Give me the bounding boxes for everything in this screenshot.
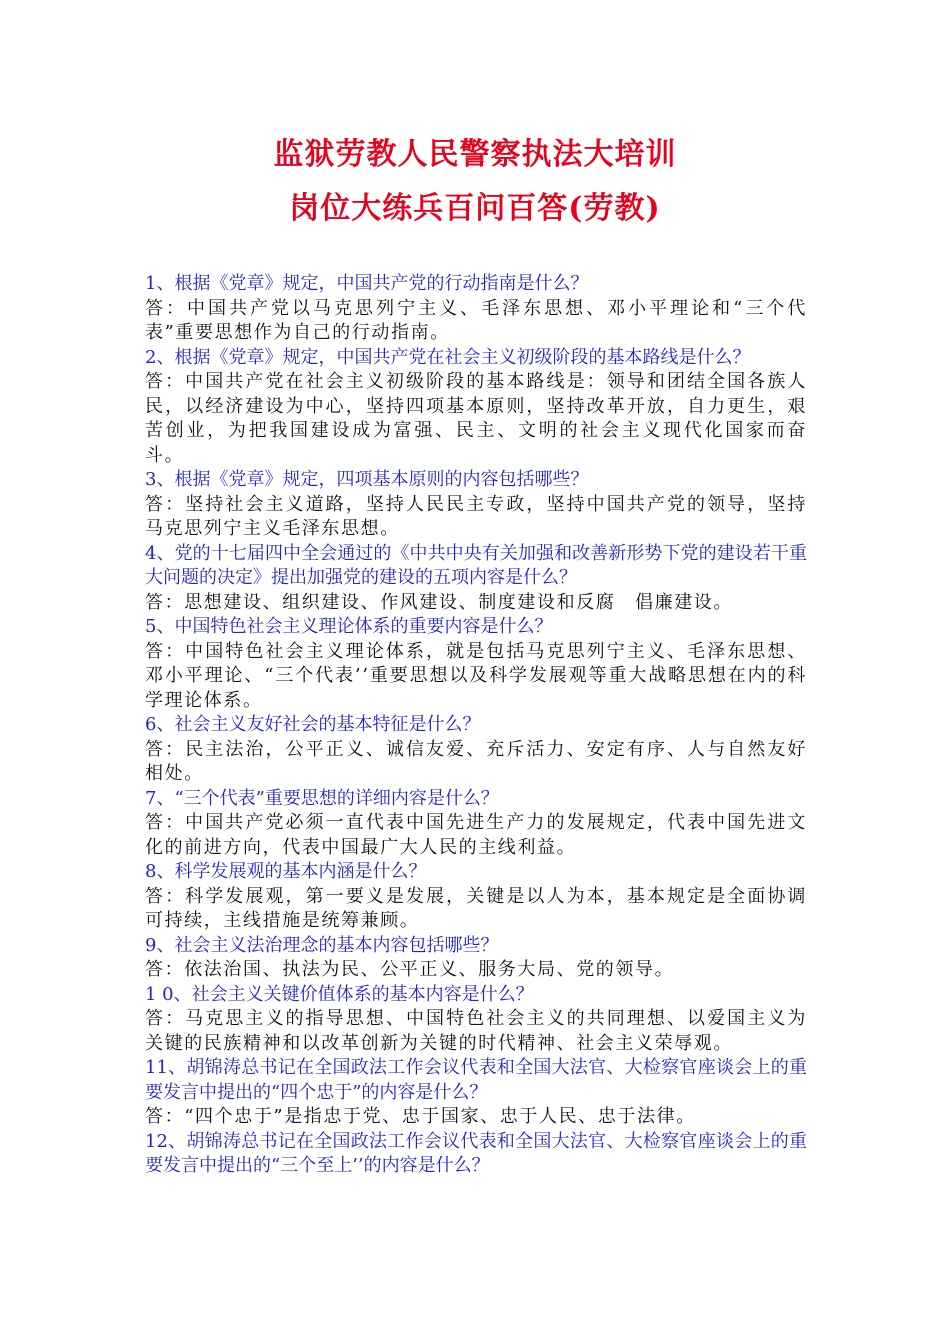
qa-item-1: [145, 272, 807, 346]
question-7: 7、“三个代表”重要思想的详细内容是什么？: [145, 787, 499, 809]
question-9: 9、社会主义法治理念的基本内容包括哪些？: [145, 934, 499, 956]
qa-item-7: [145, 787, 807, 861]
qa-item-4: [145, 542, 807, 616]
question-1: 1、根据《党章》规定，中国共产党的行动指南是什么？: [145, 273, 589, 294]
question-5: 5、中国特色社会主义理论体系的重要内容是什么？: [145, 616, 553, 637]
question-4: 4、党的十七届四中全会通过的《中共中央有关加强和改善新形势下党的建设若干重大问题的决定》提出加强党的建设的五项内容是什么？: [145, 542, 807, 588]
answer-8: 答：科学发展观，第一要义是发展，关键是以人为本，基本规定是全面协调可持续，主线措施是统筹兼顾。: [145, 885, 807, 931]
qa-item-12: [145, 1130, 807, 1179]
question-3: 3、根据《党章》规定，四项基本原则的内容包括哪些？: [145, 469, 589, 490]
answer-5: 答：中国特色社会主义理论体系，就是包括马克思列宁主义、毛泽东思想、邓小平理论、“三个代表’’重要思想以及科学发展观等重大战略思想在内的科学理论体系。: [145, 640, 807, 711]
answer-11: 答：“四个忠于”是指忠于党、忠于国家、忠于人民、忠于法律。: [145, 1106, 696, 1127]
qa-item-5: [145, 615, 807, 713]
answer-4: 答：思想建设、组织建设、作风建设、制度建设和反腐 倡廉建设。: [145, 591, 733, 613]
question-6: 6、社会主义友好社会的基本特征是什么？: [145, 714, 481, 735]
title-line-1: 监狱劳教人民警察执法大培训: [273, 137, 677, 172]
qa-item-2: [145, 346, 807, 469]
question-2: 2、根据《党章》规定，中国共产党在社会主义初级阶段的基本路线是什么？: [145, 346, 751, 368]
document-title: [0, 128, 950, 236]
qa-item-6: [145, 713, 807, 787]
answer-10: 答：马克思主义的指导思想、中国特色社会主义的共同理想、以爱国主义为关键的民族精神和以改革创新为关键的时代精神、社会主义荣辱观。: [145, 1008, 807, 1054]
qa-list: [145, 272, 807, 1179]
question-11: 11、胡锦涛总书记在全国政法工作会议代表和全国大法官、大检察官座谈会上的重要发言中提出的“四个忠于”的内容是什么？: [145, 1057, 807, 1103]
answer-6: 答：民主法治，公平正义、诚信友爱、充斥活力、安定有序、人与自然友好相处。: [145, 738, 807, 784]
qa-item-9: [145, 934, 807, 983]
qa-item-8: [145, 860, 807, 934]
qa-item-10: [145, 983, 807, 1057]
title-line-2: 岗位大练兵百问百答(劳教): [289, 191, 661, 226]
question-10: 1 0、社会主义关键价值体系的基本内容是什么？: [145, 983, 534, 1005]
answer-9: 答：依法治国、执法为民、公平正义、服务大局、党的领导。: [145, 959, 675, 980]
answer-7: 答：中国共产党必须一直代表中国先进生产力的发展规定，代表中国先进文化的前进方向，代表中国最广大人民的主线利益。: [145, 812, 807, 858]
qa-item-3: [145, 468, 807, 542]
answer-1: 答：中国共产党以马克思列宁主义、毛泽东思想、邓小平理论和“三个代表”重要思想作为自己的行动指南。: [145, 297, 807, 343]
qa-item-11: [145, 1056, 807, 1130]
answer-3: 答：坚持社会主义道路，坚持人民民主专政，坚持中国共产党的领导，坚持马克思列宁主义毛泽东思想。: [145, 493, 807, 539]
question-12: 12、胡锦涛总书记在全国政法工作会议代表和全国大法官、大检察官座谈会上的重要发言中提出的“三个至上’’的内容是什么？: [145, 1130, 807, 1176]
question-8: 8、科学发展观的基本内涵是什么？: [145, 861, 427, 882]
answer-2: 答：中国共产党在社会主义初级阶段的基本路线是：领导和团结全国各族人民，以经济建设为中心，坚持四项基本原则，坚持改革开放，自力更生，艰苦创业，为把我国建设成为富强、民主、文明的社会主义现代化国家而奋斗。: [145, 371, 807, 466]
